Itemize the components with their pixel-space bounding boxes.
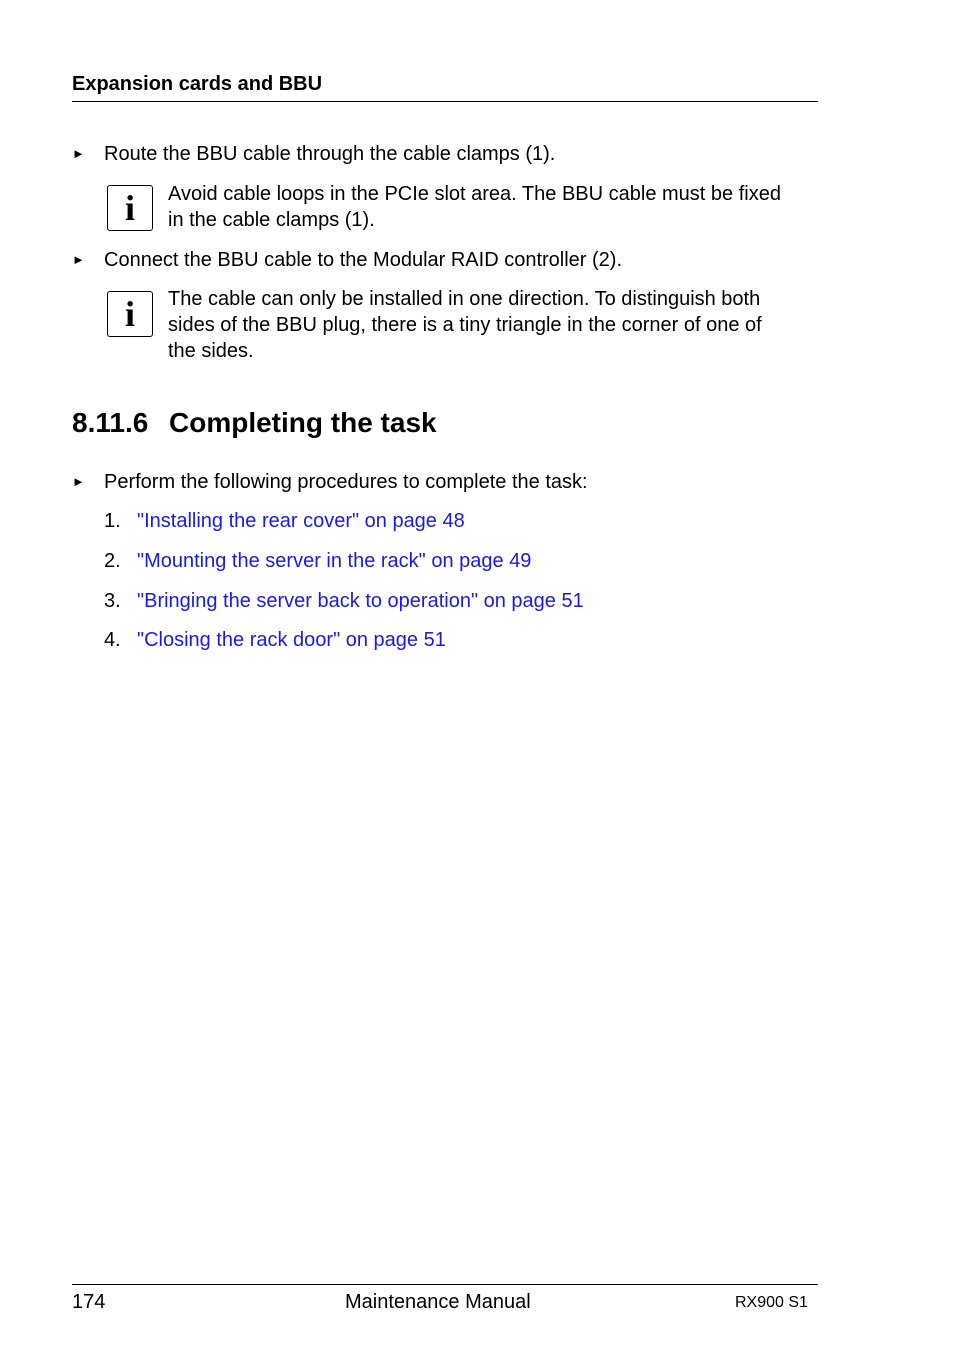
note-line: Avoid cable loops in the PCIe slot area. The BBU cable must be fixed [168,183,781,205]
manual-title: Maintenance Manual [345,1291,531,1313]
note-line: in the cable clamps (1). [168,209,375,231]
step-arrow-icon: ► [72,252,85,267]
procedure-index: 2. [104,550,121,572]
section-title: Completing the task [169,407,437,438]
procedure-index: 1. [104,510,121,532]
step-text: Perform the following procedures to complete the task: [104,471,588,493]
procedure-item [104,548,531,574]
model-name: RX900 S1 [735,1294,808,1311]
procedure-index: 3. [104,590,121,612]
procedure-item [104,627,446,653]
header-divider [72,101,818,102]
procedure-link-rack-door[interactable]: "Closing the rack door" on page 51 [137,629,446,651]
procedure-index: 4. [104,629,121,651]
step-text: Route the BBU cable through the cable clamps (1). [104,143,556,165]
step-text: Connect the BBU cable to the Modular RAID controller (2). [104,249,623,271]
procedure-item [104,588,584,614]
info-icon: i [107,291,153,337]
step-arrow-icon: ► [72,474,85,489]
procedure-link-back-to-operation[interactable]: "Bringing the server back to operation" on page 51 [137,590,584,612]
note-line: sides of the BBU plug, there is a tiny triangle in the corner of one of [168,314,762,336]
procedure-link-rear-cover[interactable]: "Installing the rear cover" on page 48 [137,510,465,532]
info-icon: i [107,185,153,231]
note-line: The cable can only be installed in one direction. To distinguish both [168,288,761,310]
page-header-title: Expansion cards and BBU [72,73,323,95]
page-number: 174 [72,1291,106,1313]
procedure-link-mount-server[interactable]: "Mounting the server in the rack" on page 49 [137,550,532,572]
section-heading [72,406,437,440]
procedure-item [104,508,465,534]
footer-divider [72,1284,818,1285]
info-note-text [168,286,828,364]
step-arrow-icon: ► [72,146,85,161]
note-line: the sides. [168,340,254,362]
info-note-text [168,181,828,233]
section-number: 8.11.6 [72,407,149,438]
